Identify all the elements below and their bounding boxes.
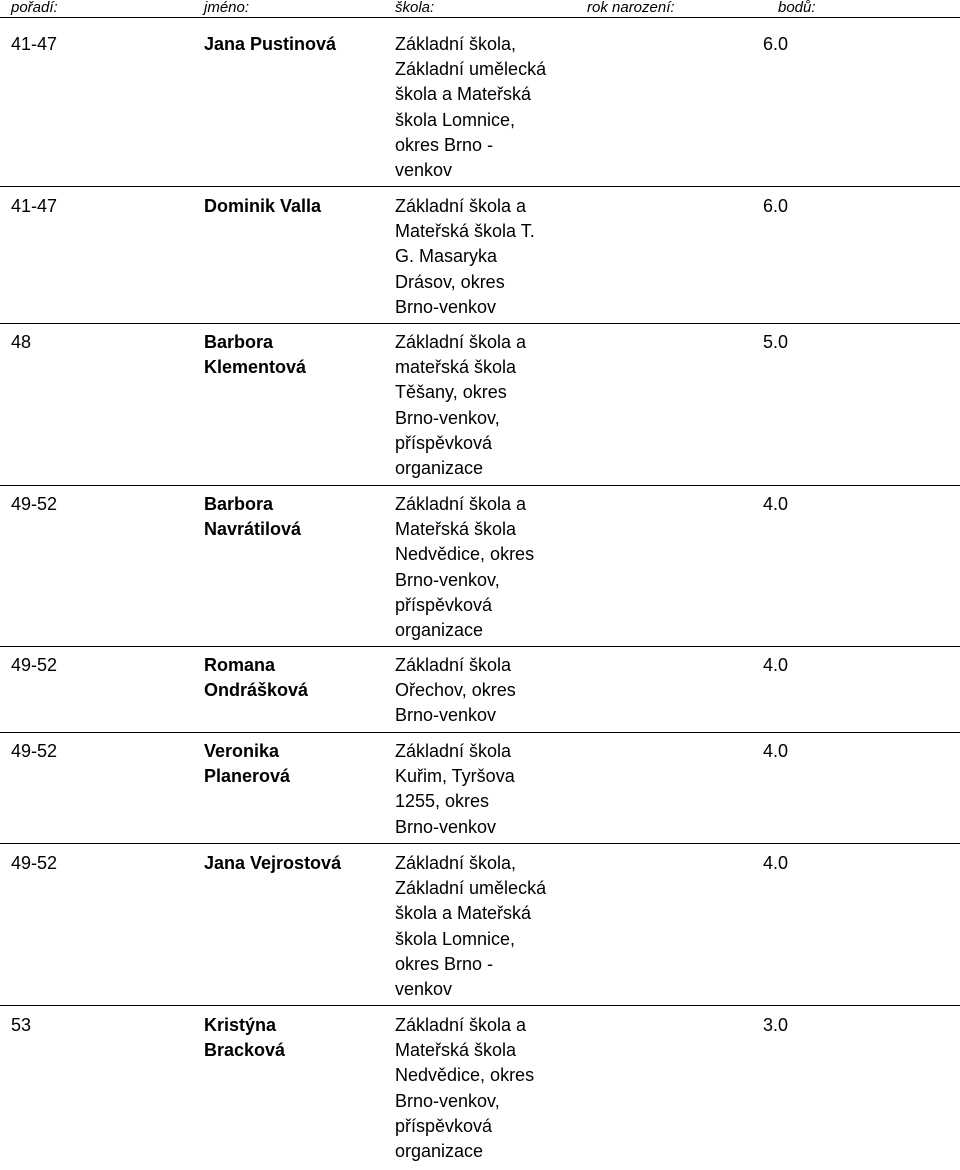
row-points: 4.0 [763, 494, 789, 514]
table-header [0, 0, 960, 20]
row-rank: 49-52 [11, 741, 58, 761]
row-school: Základní škola a Mateřská škola T. G. Masaryka Drásov, okres Brno-venkov [395, 196, 535, 317]
row-school: Základní škola a mateřská škola Těšany, okres Brno-venkov, příspěvková organizace [395, 332, 527, 479]
header-points: bodů: [778, 0, 816, 16]
row-school: Základní škola a Mateřská škola Nedvědice, okres Brno-venkov, příspěvková organizace [395, 1015, 535, 1162]
row-rank: 49-52 [11, 494, 58, 514]
row-points: 4.0 [763, 853, 789, 873]
row-school: Základní škola a Mateřská škola Nedvědice, okres Brno-venkov, příspěvková organizace [395, 494, 535, 641]
row-divider [0, 186, 960, 187]
row-divider [0, 646, 960, 647]
row-divider [0, 1005, 960, 1006]
header-rank: pořadí: [11, 0, 58, 16]
row-points: 6.0 [763, 196, 789, 216]
header-birth-year: rok narození: [587, 0, 675, 16]
row-rank: 49-52 [11, 655, 58, 675]
row-points: 6.0 [763, 34, 789, 54]
row-rank: 41-47 [11, 196, 58, 216]
row-name: Barbora Klementová [204, 332, 307, 378]
row-points: 5.0 [763, 332, 789, 352]
header-divider [0, 17, 960, 18]
row-name: Dominik Valla [204, 196, 322, 216]
row-name: Kristýna Bracková [204, 1015, 286, 1061]
row-rank: 41-47 [11, 34, 58, 54]
row-points: 4.0 [763, 655, 789, 675]
header-name: jméno: [204, 0, 250, 16]
row-rank: 49-52 [11, 853, 58, 873]
row-rank: 53 [11, 1015, 32, 1035]
row-divider [0, 485, 960, 486]
row-school: Základní škola, Základní umělecká škola a Mateřská škola Lomnice, okres Brno - venkov [395, 853, 547, 1000]
row-name: Jana Pustinová [204, 34, 337, 54]
row-name: Jana Vejrostová [204, 853, 342, 873]
row-name: Romana Ondrášková [204, 655, 309, 701]
row-name: Barbora Navrátilová [204, 494, 302, 540]
row-divider [0, 732, 960, 733]
row-points: 3.0 [763, 1015, 789, 1035]
row-school: Základní škola Ořechov, okres Brno-venkov [395, 655, 516, 726]
row-school: Základní škola Kuřim, Tyršova 1255, okres Brno-venkov [395, 741, 515, 837]
row-divider [0, 323, 960, 324]
row-points: 4.0 [763, 741, 789, 761]
row-name: Veronika Planerová [204, 741, 291, 787]
row-school: Základní škola, Základní umělecká škola a Mateřská škola Lomnice, okres Brno - venkov [395, 34, 547, 181]
row-rank: 48 [11, 332, 32, 352]
header-school: škola: [395, 0, 435, 16]
row-divider [0, 843, 960, 844]
